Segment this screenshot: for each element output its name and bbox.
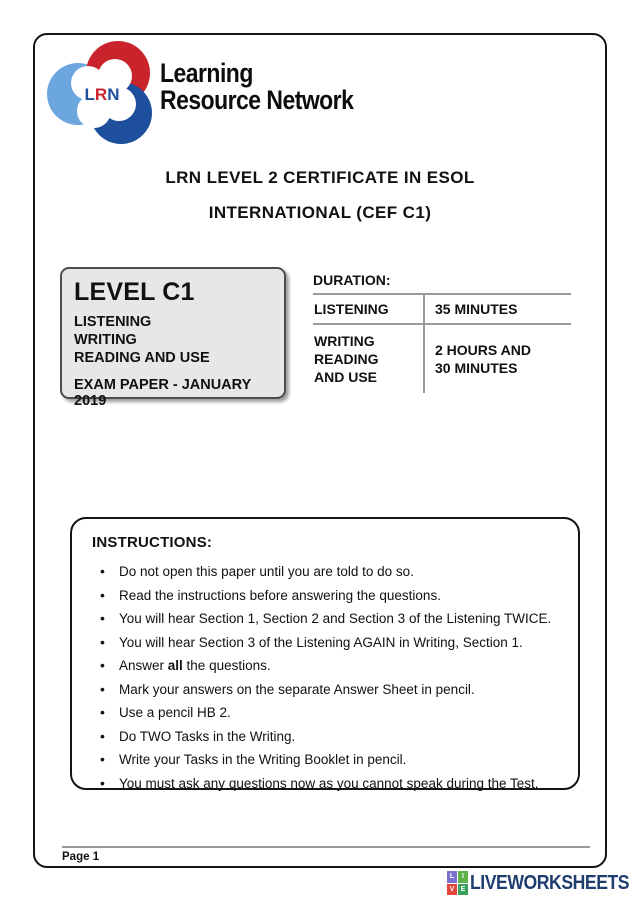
duration-value-line: 2 HOURS AND bbox=[435, 342, 531, 358]
duration-label bbox=[313, 295, 425, 323]
exam-paper-label: EXAM PAPER - JANUARY 2019 bbox=[74, 377, 251, 409]
duration-label-line: WRITING bbox=[314, 333, 375, 349]
instruction-item: • Mark your answers on the separate Answer Sheet in pencil. bbox=[92, 682, 558, 698]
duration-label bbox=[313, 325, 425, 393]
duration-table bbox=[313, 272, 571, 393]
grid-letter-l: L bbox=[447, 871, 457, 883]
instruction-item: • Read the instructions before answering the questions. bbox=[92, 588, 558, 604]
duration-label-line: AND USE bbox=[314, 369, 378, 385]
level-heading: LEVEL C1 bbox=[74, 278, 195, 306]
instruction-item bbox=[92, 658, 558, 674]
liveworksheets-grid-icon bbox=[447, 871, 468, 895]
duration-value-line: 30 MINUTES bbox=[435, 360, 518, 376]
footer-divider bbox=[62, 846, 590, 848]
svg-text:LRN: LRN bbox=[84, 85, 120, 104]
page-number bbox=[62, 851, 99, 863]
instruction-text-bold: all bbox=[167, 658, 183, 673]
instruction-item: • You must ask any questions now as you cannot speak during the Test. bbox=[92, 776, 558, 792]
liveworksheets-logo[interactable] bbox=[447, 871, 640, 895]
duration-value-text: 35 MINUTES bbox=[435, 301, 518, 317]
lrn-logo-icon bbox=[44, 40, 160, 148]
grid-letter-e: E bbox=[458, 884, 468, 896]
grid-letter-i: I bbox=[458, 871, 468, 883]
page-label: Page bbox=[62, 851, 90, 863]
duration-label-text: LISTENING bbox=[314, 301, 389, 317]
instructions-list bbox=[92, 564, 558, 792]
duration-row-listening bbox=[313, 293, 571, 323]
instruction-item: • Write your Tasks in the Writing Booklet in pencil. bbox=[92, 752, 558, 768]
instructions-heading: INSTRUCTIONS: bbox=[92, 534, 213, 551]
subject-writing: WRITING bbox=[74, 332, 137, 348]
level-box bbox=[60, 267, 286, 409]
instruction-item: • You will hear Section 3 of the Listening AGAIN in Writing, Section 1. bbox=[92, 635, 558, 651]
instruction-text-pre: Answer bbox=[119, 658, 168, 673]
logo-line1: Learning bbox=[160, 58, 253, 88]
instruction-item: • Do not open this paper until you are told to do so. bbox=[92, 564, 558, 580]
duration-heading: DURATION: bbox=[313, 272, 391, 288]
level-subjects bbox=[74, 313, 272, 367]
grid-letter-v: V bbox=[447, 884, 457, 896]
logo-line2: Resource Network bbox=[160, 85, 354, 115]
lrn-logo-wordmark bbox=[160, 60, 353, 114]
instructions-box bbox=[70, 517, 580, 790]
instruction-text-post: the questions. bbox=[182, 658, 271, 673]
duration-row-writing-reading bbox=[313, 323, 571, 393]
subject-reading-and-use: READING AND USE bbox=[74, 350, 210, 366]
title-line2: INTERNATIONAL (CEF C1) bbox=[208, 203, 432, 222]
document-title bbox=[33, 160, 607, 230]
duration-label-line: READING bbox=[314, 351, 379, 367]
instruction-item: • Do TWO Tasks in the Writing. bbox=[92, 729, 558, 745]
subject-listening: LISTENING bbox=[74, 314, 152, 330]
duration-value bbox=[425, 295, 571, 323]
instruction-item: • You will hear Section 1, Section 2 and Section 3 of the Listening TWICE. bbox=[92, 611, 558, 627]
instruction-item: • Use a pencil HB 2. bbox=[92, 705, 558, 721]
title-line1: LRN LEVEL 2 CERTIFICATE IN ESOL bbox=[165, 168, 475, 187]
duration-value bbox=[425, 325, 571, 393]
liveworksheets-wordmark[interactable]: LIVEWORKSHEETS bbox=[470, 871, 630, 894]
page-number-value: 1 bbox=[92, 851, 100, 863]
